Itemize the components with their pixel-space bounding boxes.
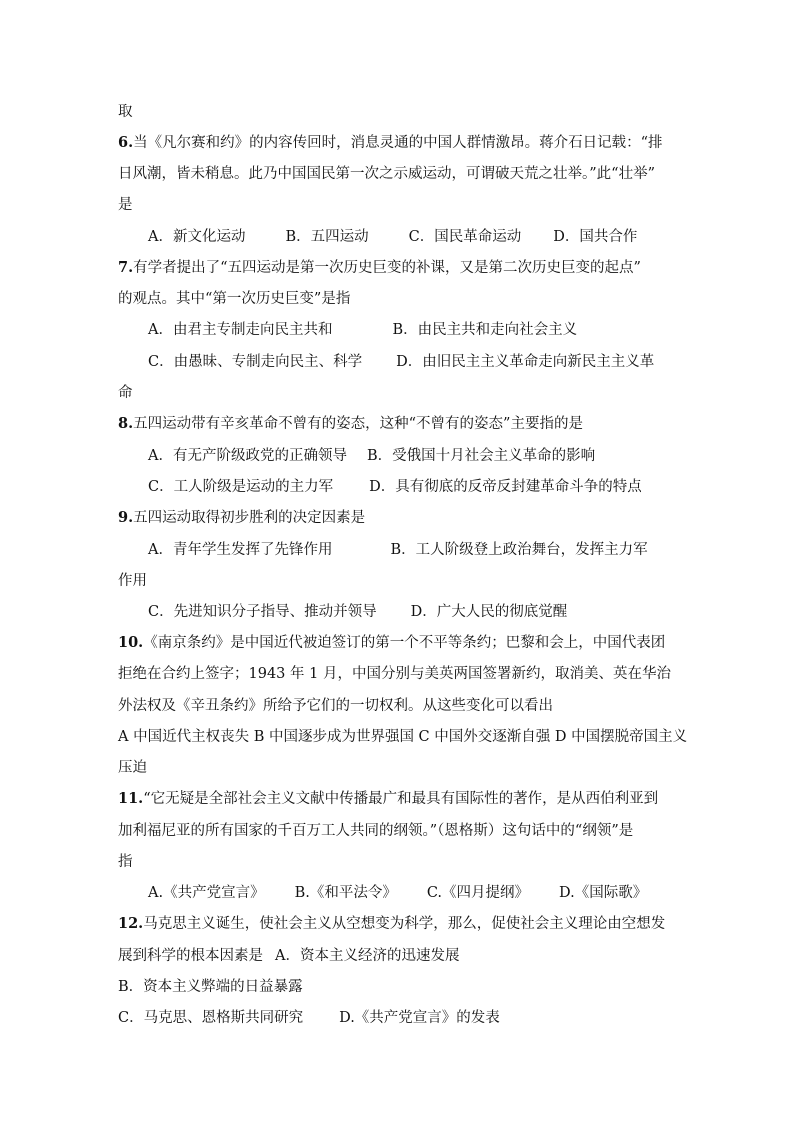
q10-options: A 中国近代主权丧失 B 中国逐步成为世界强国 C 中国外交逐渐自强 D 中国摆脱帝国主义 — [118, 729, 688, 745]
q10-line1 — [118, 633, 665, 653]
q9-options-ab — [148, 540, 648, 560]
q12-option-c: C．马克思、恩格斯共同研究 — [118, 1010, 304, 1026]
q12-number: 12. — [118, 915, 144, 932]
q12-option-b: B．资本主义弊端的日益暴露 — [118, 979, 303, 995]
q9-option-c: C．先进知识分子指导、推动并领导 — [148, 604, 377, 620]
q9-text1: 五四运动取得初步胜利的决定因素是 — [133, 510, 366, 526]
q7-option-d: D．由旧民主主义革命走向新民主主义革 — [396, 354, 655, 370]
q7-text1: 有学者提出了“五四运动是第一次历史巨变的补课，又是第二次历史巨变的起点” — [133, 260, 641, 276]
q11-line1 — [118, 789, 658, 809]
q12-line2 — [118, 946, 459, 966]
q12-option-a: A．资本主义经济的迅速发展 — [275, 948, 460, 964]
q8-options-ab — [148, 446, 595, 466]
q10-number: 10. — [118, 634, 144, 651]
q6-option-b: B．五四运动 — [285, 229, 369, 245]
q12-text1: 马克思主义诞生，使社会主义从空想变为科学，那么，促使社会主义理论由空想发 — [143, 916, 666, 932]
q9-options-cd — [148, 602, 567, 622]
q6-options — [148, 227, 637, 247]
q8-number: 8. — [118, 415, 134, 432]
q7-line2: 的观点。其中“第一次历史巨变”是指 — [118, 291, 351, 307]
q11-option-d: D.《国际歌》 — [559, 885, 648, 901]
q8-option-b: B．受俄国十月社会主义革命的影响 — [366, 448, 596, 464]
q10-line3: 外法权及《辛丑条约》所给予它们的一切权利。从这些变化可以看出 — [118, 698, 553, 714]
q9-option-b: B．工人阶级登上政治舞台，发挥主力军 — [390, 542, 648, 558]
q9-number: 9. — [118, 509, 134, 526]
q12-line1 — [118, 914, 665, 934]
q6-text1: 当《凡尔赛和约》的内容传回时，消息灵通的中国人群情激昂。蒋介石日记载：“排 — [133, 135, 663, 151]
q7-option-d-tail: 命 — [118, 385, 133, 401]
q6-line2: 日风潮，皆未稍息。此乃中国国民第一次之示威运动，可谓破天荒之壮举。”此“壮举” — [118, 166, 655, 182]
q7-option-b: B．由民主共和走向社会主义 — [392, 322, 578, 338]
q8-text1: 五四运动带有辛亥革命不曾有的姿态，这种“不曾有的姿态”主要指的是 — [133, 416, 583, 432]
q6-line3: 是 — [118, 197, 133, 213]
q9-option-a: A．青年学生发挥了先锋作用 — [148, 542, 333, 558]
q7-line1 — [118, 258, 641, 278]
q11-text1: “它无疑是全部社会主义文献中传播最广和最具有国际性的著作，是从西伯利亚到 — [143, 791, 659, 807]
q10-line2: 拒绝在合约上签字；1943 年 1 月，中国分别与美英两国签署新约，取消美、英在华治 — [118, 666, 671, 682]
q12-text2: 展到科学的根本因素是 — [118, 948, 263, 964]
q10-options-tail: 压迫 — [118, 760, 147, 776]
q9-option-b-tail: 作用 — [118, 573, 147, 589]
q7-number: 7. — [118, 259, 134, 276]
q11-option-b: B.《和平法令》 — [294, 885, 397, 901]
q10-text1: 《南京条约》是中国近代被迫签订的第一个不平等条约；巴黎和会上，中国代表团 — [143, 635, 666, 651]
q8-option-d: D．具有彻底的反帝反封建革命斗争的特点 — [369, 479, 642, 495]
q8-option-a: A．有无产阶级政党的正确领导 — [148, 448, 347, 464]
q9-line1 — [118, 508, 365, 528]
q9-option-d: D．广大人民的彻底觉醒 — [410, 604, 568, 620]
q11-line2: 加利福尼亚的所有国家的千百万工人共同的纲领。”（恩格斯）这句话中的“纲领”是 — [118, 823, 634, 839]
q5-tail: 取 — [118, 104, 133, 120]
q7-options-cd — [148, 352, 654, 372]
q11-option-c: C.《四月提纲》 — [426, 885, 530, 901]
q11-number: 11. — [118, 790, 144, 807]
q6-option-c: C．国民革命运动 — [408, 229, 522, 245]
q7-option-a: A．由君主专制走向民主共和 — [148, 322, 333, 338]
q11-line3: 指 — [118, 854, 133, 870]
q7-options-ab — [148, 320, 577, 340]
q11-options — [148, 883, 647, 903]
q6-option-a: A．新文化运动 — [148, 229, 246, 245]
q6-line1 — [118, 133, 663, 153]
q8-line1 — [118, 414, 583, 434]
q7-option-c: C．由愚昧、专制走向民主、科学 — [148, 354, 363, 370]
q12-options-cd — [118, 1008, 500, 1028]
q6-number: 6. — [118, 134, 134, 151]
q12-option-d: D.《共产党宣言》的发表 — [339, 1010, 500, 1026]
q8-option-c: C．工人阶级是运动的主力军 — [148, 479, 334, 495]
q11-option-a: A.《共产党宣言》 — [148, 885, 265, 901]
q6-option-d: D．国共合作 — [553, 229, 638, 245]
q8-options-cd — [148, 477, 642, 497]
